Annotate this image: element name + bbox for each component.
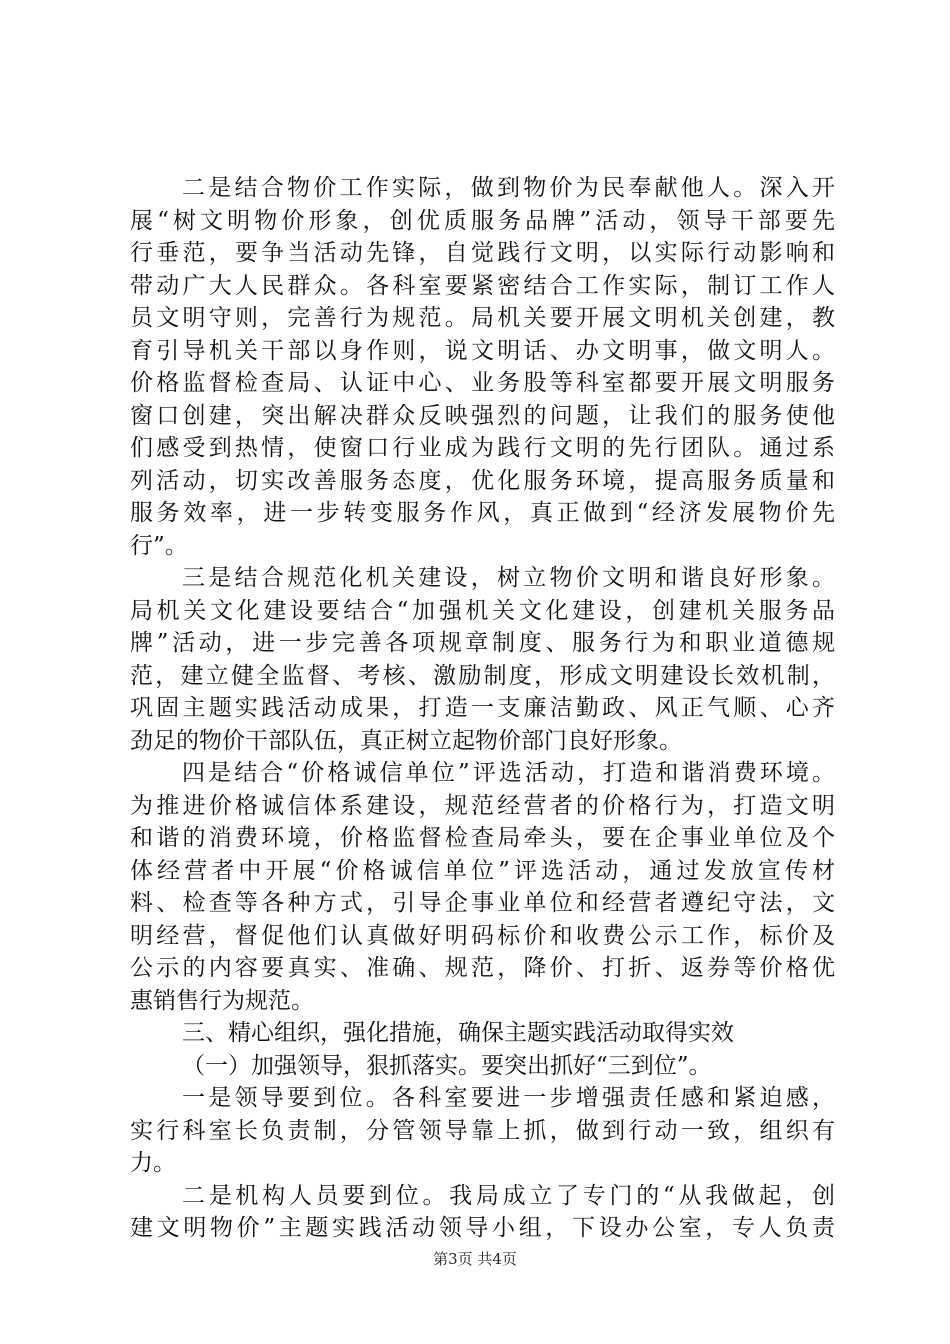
text-line: 展“树文明物价形象，创优质服务品牌”活动，领导干部要先: [130, 207, 835, 234]
text-line: 行”。: [130, 532, 188, 559]
text-line: 范，建立健全监督、考核、激励制度，形成文明建设长效机制，: [130, 662, 835, 689]
text-line: 列活动，切实改善服务态度，优化服务环境，提高服务质量和: [130, 467, 835, 494]
text-line: （一）加强领导，狠抓落实。要突出抓好“三到位”。: [182, 1052, 712, 1079]
text-line: 巩固主题实践活动成果，打造一支廉洁勤政、风正气顺、心齐: [130, 695, 835, 721]
text-line: 劲足的物价干部队伍，真正树立起物价部门良好形象。: [130, 727, 682, 754]
text-line: 公示的内容要真实、准确、规范，降价、打折、返券等价格优: [130, 955, 835, 981]
text-line: 一是领导要到位。各科室要进一步增强责任感和紧迫感，: [182, 1085, 835, 1111]
text-line: 惠销售行为规范。: [130, 987, 314, 1014]
text-line: 局机关文化建设要结合“加强机关文化建设，创建机关服务品: [130, 597, 835, 624]
text-line: 和谐的消费环境，价格监督检查局牵头，要在企事业单位及个: [130, 825, 835, 851]
text-line: 牌”活动，进一步完善各项规章制度、服务行为和职业道德规: [130, 630, 835, 656]
text-line: 三是结合规范化机关建设，树立物价文明和谐良好形象。: [182, 565, 835, 591]
text-line: 三、精心组织，强化措施，确保主题实践活动取得实效: [182, 1020, 734, 1046]
text-line: 力。: [130, 1150, 176, 1176]
text-line: 带动广大人民群众。各科室要紧密结合工作实际，制订工作人: [130, 272, 835, 299]
text-line: 料、检查等各种方式，引导企事业单位和经营者遵纪守法，文: [130, 890, 835, 916]
text-line: 二是结合物价工作实际，做到物价为民奉献他人。深入开: [182, 175, 835, 201]
text-line: 四是结合“价格诚信单位”评选活动，打造和谐消费环境。: [182, 760, 835, 786]
text-line: 服务效率，进一步转变服务作风，真正做到“经济发展物价先: [130, 500, 835, 526]
text-line: 体经营者中开展“价格诚信单位”评选活动，通过发放宣传材: [130, 857, 835, 884]
text-line: 窗口创建，突出解决群众反映强烈的问题，让我们的服务使他: [130, 402, 835, 429]
text-line: 们感受到热情，使窗口行业成为践行文明的先行团队。通过系: [130, 435, 835, 461]
page-footer: 第3页 共4页: [433, 1250, 517, 1268]
text-line: 实行科室长负责制，分管领导靠上抓，做到行动一致，组织有: [130, 1117, 835, 1144]
text-line: 育引导机关干部以身作则，说文明话、办文明事，做文明人。: [130, 337, 835, 364]
text-line: 员文明守则，完善行为规范。局机关要开展文明机关创建，教: [130, 305, 835, 331]
text-line: 建文明物价”主题实践活动领导小组，下设办公室，专人负责: [130, 1215, 835, 1241]
text-line: 二是机构人员要到位。我局成立了专门的“从我做起，创: [182, 1182, 835, 1209]
text-line: 价格监督检查局、认证中心、业务股等科室都要开展文明服务: [130, 370, 835, 396]
text-line: 为推进价格诚信体系建设，规范经营者的价格行为，打造文明: [130, 792, 835, 819]
text-line: 行垂范，要争当活动先锋，自觉践行文明，以实际行动影响和: [130, 240, 835, 266]
document-body: [130, 172, 835, 1245]
text-line: 明经营，督促他们认真做好明码标价和收费公示工作，标价及: [130, 922, 835, 949]
